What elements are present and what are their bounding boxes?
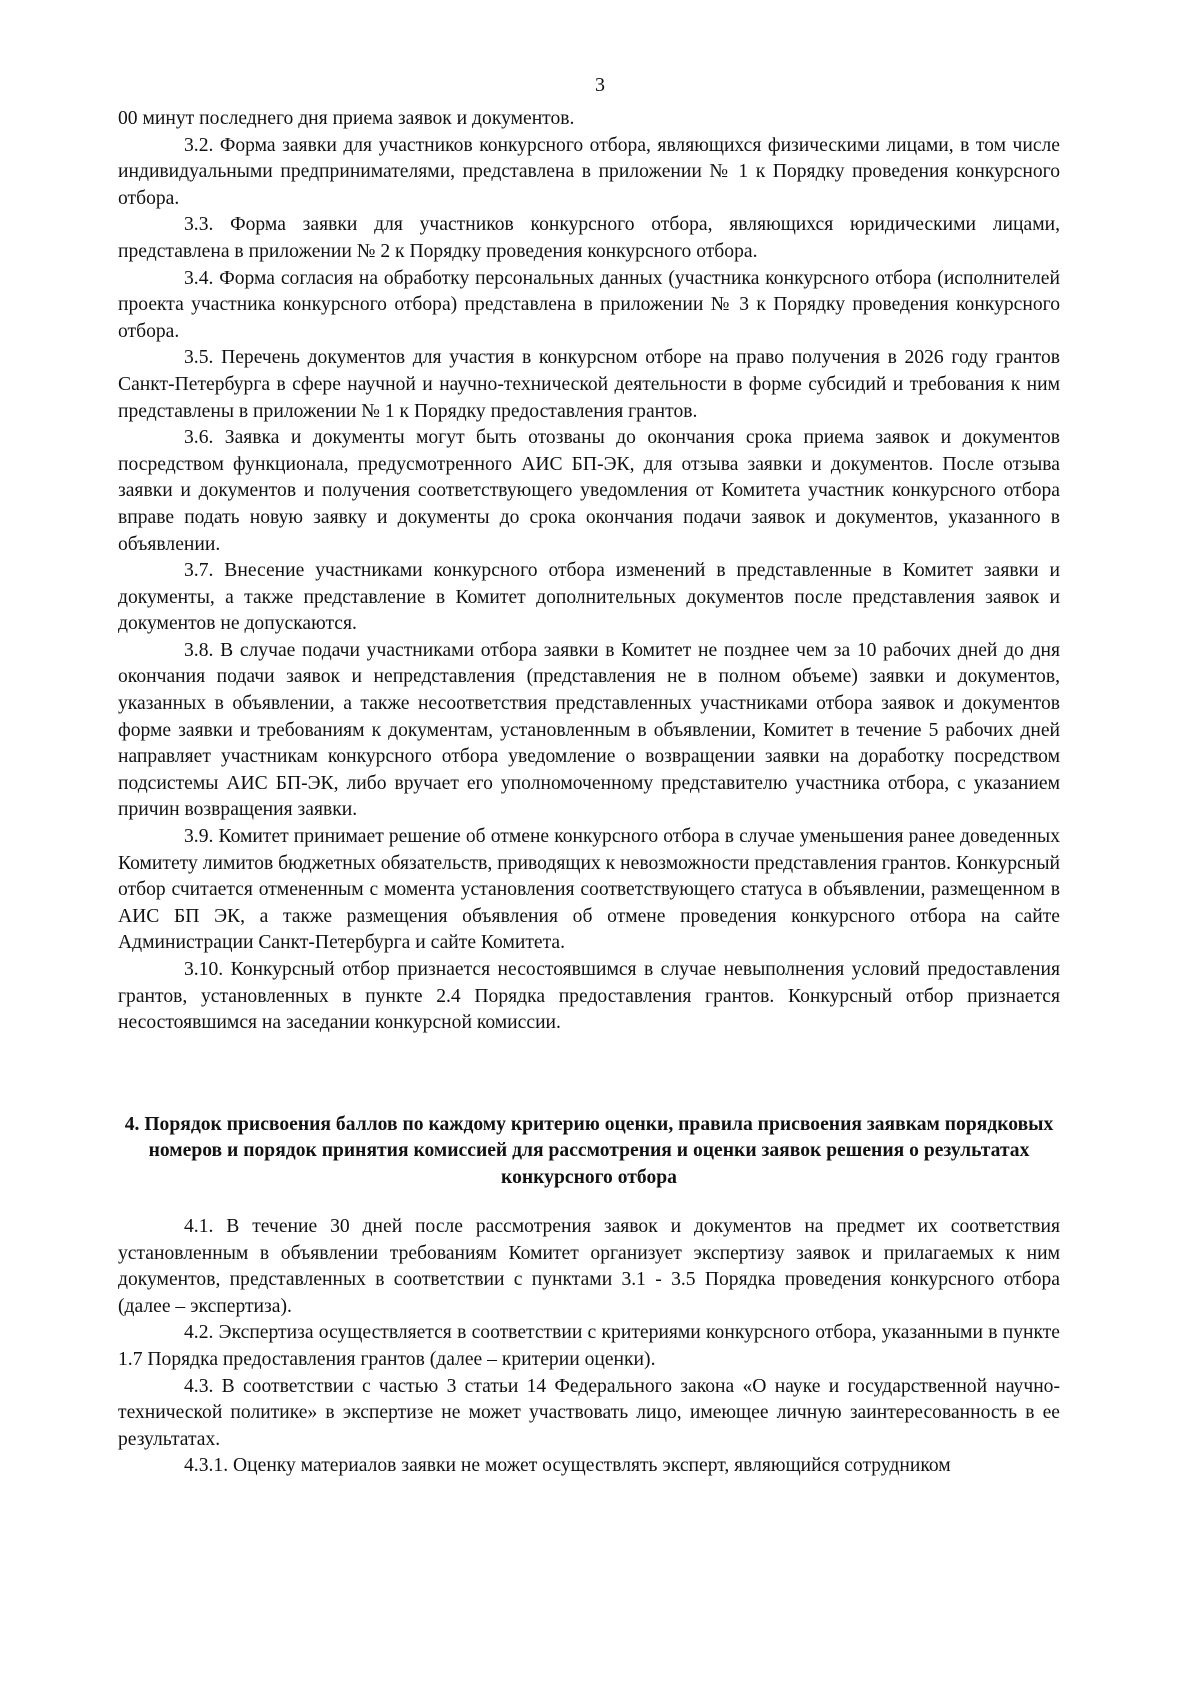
paragraph-3-7: 3.7. Внесение участниками конкурсного отбора изменений в представленные в Комитет заявки и документы, а также представление в Комитет дополнительных документов после представления заявок и документов не допускаются.: [118, 560, 1060, 635]
paragraph-3-10: 3.10. Конкурсный отбор признается несостоявшимся в случае невыполнения условий предоставления грантов, установленных в пункте 2.4 Порядка предоставления грантов. Конкурсный отбор признается несостоявшимся на заседании конкурсной комиссии.: [118, 959, 1060, 1034]
paragraph-3-6: 3.6. Заявка и документы могут быть отозваны до окончания срока приема заявок и документов посредством функционала, предусмотренного АИС БП-ЭК, для отзыва заявки и документов. После отзыва заявки и документов и получения соответствующего уведомления от Комитета участник конкурсного отбора вправе подать новую заявку и документы до срока окончания подачи заявок и документов, указанного в объявлении.: [118, 427, 1060, 555]
paragraph-3-9: 3.9. Комитет принимает решение об отмене конкурсного отбора в случае уменьшения ранее доведенных Комитету лимитов бюджетных обязательств, приводящих к невозможности представления грантов. Конкурсный отбор считается отмененным с момента установления соответствующего статуса в объявлении, размещенном в АИС БП ЭК, а также размещения объявления об отмене проведения конкурсного отбора на сайте Администрации Санкт-Петербурга и сайте Комитета.: [118, 826, 1060, 954]
section-4-text: [118, 1214, 1060, 1480]
paragraph-3-5: 3.5. Перечень документов для участия в конкурсном отборе на право получения в 2026 году грантов Санкт-Петербурга в сфере научной и научно-технической деятельности в форме субсидий и требования к ним представлены в приложении № 1 к Порядку предоставления грантов.: [118, 347, 1060, 422]
paragraph-3-4: 3.4. Форма согласия на обработку персональных данных (участника конкурсного отбора (исполнителей проекта участника конкурсного отбора) представлена в приложении № 3 к Порядку проведения конкурсного отбора.: [118, 267, 1060, 342]
section-3-text: [118, 106, 1060, 1037]
paragraph-3-3: 3.3. Форма заявки для участников конкурсного отбора, являющихся юридическими лицами, представлена в приложении № 2 к Порядку проведения конкурсного отбора.: [118, 214, 1060, 262]
paragraph-3-1-end: 00 минут последнего дня приема заявок и документов.: [118, 108, 575, 129]
section-4-heading: 4. Порядок присвоения баллов по каждому критерию оценки, правила присвоения заявкам порядковых номеров и порядок принятия комиссией для рассмотрения и оценки заявок решения о результатах конкурсного отбора: [124, 1114, 1054, 1188]
paragraph-4-2: 4.2. Экспертиза осуществляется в соответствии с критериями конкурсного отбора, указанными в пункте 1.7 Порядка предоставления грантов (далее – критерии оценки).: [118, 1322, 1060, 1370]
paragraph-3-8: 3.8. В случае подачи участниками отбора заявки в Комитет не позднее чем за 10 рабочих дней до дня окончания подачи заявок и непредставления (представления не в полном объеме) заявки и документов, указанных в объявлении, а также несоответствия представленных участниками отбора заявок и документов форме заявки и требованиям к документам, установленным в объявлении, Комитет в течение 5 рабочих дней направляет участникам конкурсного отбора уведомление о возвращении заявки на доработку посредством подсистемы АИС БП-ЭК, либо вручает его уполномоченному представителю участника отбора, с указанием причин возвращения заявки.: [118, 639, 1060, 821]
paragraph-4-3-1: 4.3.1. Оценку материалов заявки не может осуществлять эксперт, являющийся сотрудником: [184, 1455, 951, 1477]
paragraph-4-3: 4.3. В соответствии с частью 3 статьи 14 Федерального закона «О науке и государственной научно-технической политике» в экспертизе не может участвовать лицо, имеющее личную заинтересованность в ее результатах.: [118, 1375, 1060, 1450]
paragraph-4-1: 4.1. В течение 30 дней после рассмотрения заявок и документов на предмет их соответствия установленным в объявлении требованиям Комитет организует экспертизу заявок и прилагаемых к ним документов, представленных в соответствии с пунктами 3.1 - 3.5 Порядка проведения конкурсного отбора (далее – экспертиза).: [118, 1216, 1060, 1317]
page-number: 3: [595, 74, 605, 96]
paragraph-3-2: 3.2. Форма заявки для участников конкурсного отбора, являющихся физическими лицами, в том числе индивидуальными предпринимателями, представлена в приложении № 1 к Порядку проведения конкурсного отбора.: [118, 134, 1060, 209]
